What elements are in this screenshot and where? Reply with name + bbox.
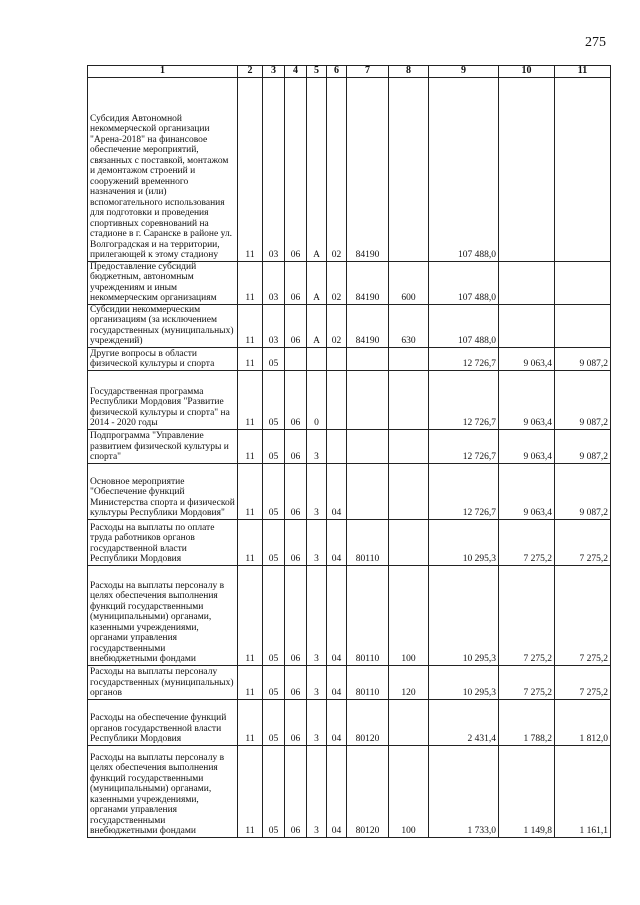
cell-col-11: 9 087,2 [555,429,611,463]
cell-col-5: 3 [307,745,327,837]
cell-col-7: 80120 [347,745,389,837]
cell-col-10: 7 275,2 [499,665,555,699]
cell-col-3: 03 [263,304,285,347]
cell-col-3: 05 [263,565,285,665]
cell-col-8 [389,347,429,370]
row-name-cell: Субсидии некоммерческим организациям (за исключением государственных (муниципальных) учреждений) [88,304,238,347]
cell-col-5: 3 [307,519,327,565]
cell-col-2: 11 [238,699,263,745]
cell-col-6: 04 [327,745,347,837]
table-row [88,261,611,304]
cell-col-2: 11 [238,77,263,261]
cell-col-8: 630 [389,304,429,347]
table-row [88,519,611,565]
cell-col-11: 9 087,2 [555,370,611,429]
cell-col-2: 11 [238,665,263,699]
table-row [88,565,611,665]
cell-col-5: 3 [307,463,327,519]
column-header-4: 4 [285,66,307,78]
column-header-7: 7 [347,66,389,78]
cell-col-8: 100 [389,745,429,837]
cell-col-4: 06 [285,304,307,347]
cell-col-4: 06 [285,429,307,463]
cell-col-4: 06 [285,519,307,565]
cell-col-10: 1 788,2 [499,699,555,745]
row-name-cell: Расходы на выплаты персоналу в целях обеспечения выполнения функций государственными (муниципальными) органами, казенными учреждениями, органами управления государственными внебюджетными фондами [88,565,238,665]
cell-col-8 [389,463,429,519]
cell-col-8: 120 [389,665,429,699]
cell-col-2: 11 [238,519,263,565]
cell-col-6 [327,429,347,463]
cell-col-10: 1 149,8 [499,745,555,837]
column-header-11: 11 [555,66,611,78]
column-header-1: 1 [88,66,238,78]
cell-col-10: 9 063,4 [499,429,555,463]
cell-col-4: 06 [285,665,307,699]
cell-col-4: 06 [285,745,307,837]
cell-col-4: 06 [285,699,307,745]
cell-col-10: 7 275,2 [499,565,555,665]
cell-col-3: 05 [263,745,285,837]
column-header-6: 6 [327,66,347,78]
table-row [88,699,611,745]
row-name-cell: Предоставление субсидий бюджетным, автономным учреждениям и иным некоммерческим организациям [88,261,238,304]
cell-col-3: 05 [263,370,285,429]
cell-col-7: 84190 [347,304,389,347]
table-row [88,304,611,347]
column-header-9: 9 [429,66,499,78]
column-header-10: 10 [499,66,555,78]
cell-col-9: 10 295,3 [429,519,499,565]
cell-col-5: 3 [307,665,327,699]
cell-col-11: 7 275,2 [555,565,611,665]
cell-col-6: 04 [327,665,347,699]
row-name-cell: Основное мероприятие "Обеспечение функций Министерства спорта и физической культуры Республики Мордовия" [88,463,238,519]
cell-col-8 [389,429,429,463]
table-row [88,370,611,429]
cell-col-6: 04 [327,519,347,565]
cell-col-9: 107 488,0 [429,261,499,304]
cell-col-11 [555,261,611,304]
row-name-cell: Другие вопросы в области физической культуры и спорта [88,347,238,370]
cell-col-10: 9 063,4 [499,347,555,370]
cell-col-2: 11 [238,463,263,519]
cell-col-9: 107 488,0 [429,304,499,347]
cell-col-7 [347,429,389,463]
cell-col-2: 11 [238,745,263,837]
cell-col-11: 9 087,2 [555,347,611,370]
cell-col-11 [555,77,611,261]
cell-col-7: 84190 [347,77,389,261]
cell-col-7: 80120 [347,699,389,745]
cell-col-6: 02 [327,304,347,347]
cell-col-3: 05 [263,463,285,519]
cell-col-7 [347,370,389,429]
row-name-cell: Расходы на выплаты по оплате труда работников органов государственной власти Республики Мордовия [88,519,238,565]
cell-col-6: 04 [327,699,347,745]
cell-col-5 [307,347,327,370]
cell-col-9: 12 726,7 [429,370,499,429]
page-number: 275 [585,35,606,50]
budget-table [87,65,611,838]
table-row [88,429,611,463]
cell-col-8: 100 [389,565,429,665]
cell-col-6: 04 [327,565,347,665]
cell-col-5: 0 [307,370,327,429]
cell-col-9: 12 726,7 [429,429,499,463]
cell-col-2: 11 [238,370,263,429]
table-row [88,77,611,261]
header-row [88,66,611,78]
table-row [88,347,611,370]
cell-col-3: 05 [263,429,285,463]
cell-col-10: 9 063,4 [499,370,555,429]
cell-col-5: А [307,304,327,347]
row-name-cell: Расходы на выплаты персоналу государственных (муниципальных) органов [88,665,238,699]
cell-col-4: 06 [285,370,307,429]
cell-col-2: 11 [238,347,263,370]
row-name-cell: Подпрограмма "Управление развитием физической культуры и спорта" [88,429,238,463]
cell-col-9: 107 488,0 [429,77,499,261]
cell-col-10 [499,77,555,261]
cell-col-10 [499,304,555,347]
cell-col-3: 03 [263,261,285,304]
cell-col-11: 7 275,2 [555,665,611,699]
cell-col-9: 12 726,7 [429,347,499,370]
cell-col-9: 1 733,0 [429,745,499,837]
cell-col-8 [389,699,429,745]
cell-col-4: 06 [285,77,307,261]
cell-col-3: 05 [263,519,285,565]
cell-col-2: 11 [238,261,263,304]
cell-col-5: 3 [307,429,327,463]
cell-col-11: 1 812,0 [555,699,611,745]
cell-col-9: 10 295,3 [429,665,499,699]
column-header-5: 5 [307,66,327,78]
row-name-cell: Расходы на выплаты персоналу в целях обеспечения выполнения функций государственными (муниципальными) органами, казенными учреждениями, органами управления государственными внебюджетными фондами [88,745,238,837]
cell-col-8 [389,519,429,565]
cell-col-7: 84190 [347,261,389,304]
cell-col-3: 05 [263,699,285,745]
cell-col-3: 05 [263,665,285,699]
cell-col-6: 02 [327,77,347,261]
cell-col-2: 11 [238,429,263,463]
cell-col-10: 9 063,4 [499,463,555,519]
cell-col-6 [327,370,347,429]
cell-col-4: 06 [285,463,307,519]
cell-col-3: 03 [263,77,285,261]
cell-col-3: 05 [263,347,285,370]
cell-col-9: 10 295,3 [429,565,499,665]
cell-col-2: 11 [238,565,263,665]
cell-col-6 [327,347,347,370]
table-row [88,463,611,519]
row-name-cell: Государственная программа Республики Мордовия "Развитие физической культуры и спорта" на 2014 - 2020 годы [88,370,238,429]
cell-col-5: А [307,77,327,261]
cell-col-10 [499,261,555,304]
cell-col-6: 04 [327,463,347,519]
cell-col-4 [285,347,307,370]
cell-col-5: А [307,261,327,304]
cell-col-7: 80110 [347,519,389,565]
row-name-cell: Субсидия Автономной некоммерческой организации "Арена-2018" на финансовое обеспечение мероприятий, связанных с поставкой, монтажом и демонтажом строений и сооружений временного назначения и (или) вспомогательного использования для подготовки и проведения спортивных соревнований на стадионе в г. Саранске в районе ул. Волгоградская и на территории, прилегающей к этому стадиону [88,77,238,261]
cell-col-9: 2 431,4 [429,699,499,745]
cell-col-4: 06 [285,565,307,665]
cell-col-7: 80110 [347,565,389,665]
cell-col-8 [389,77,429,261]
column-header-2: 2 [238,66,263,78]
cell-col-5: 3 [307,699,327,745]
cell-col-11: 7 275,2 [555,519,611,565]
cell-col-9: 12 726,7 [429,463,499,519]
cell-col-2: 11 [238,304,263,347]
cell-col-8 [389,370,429,429]
table-row [88,745,611,837]
row-name-cell: Расходы на обеспечение функций органов государственной власти Республики Мордовия [88,699,238,745]
cell-col-8: 600 [389,261,429,304]
table-row [88,665,611,699]
cell-col-7: 80110 [347,665,389,699]
cell-col-11 [555,304,611,347]
column-header-8: 8 [389,66,429,78]
cell-col-10: 7 275,2 [499,519,555,565]
column-header-3: 3 [263,66,285,78]
cell-col-5: 3 [307,565,327,665]
cell-col-11: 9 087,2 [555,463,611,519]
cell-col-4: 06 [285,261,307,304]
cell-col-6: 02 [327,261,347,304]
cell-col-11: 1 161,1 [555,745,611,837]
cell-col-7 [347,347,389,370]
cell-col-7 [347,463,389,519]
